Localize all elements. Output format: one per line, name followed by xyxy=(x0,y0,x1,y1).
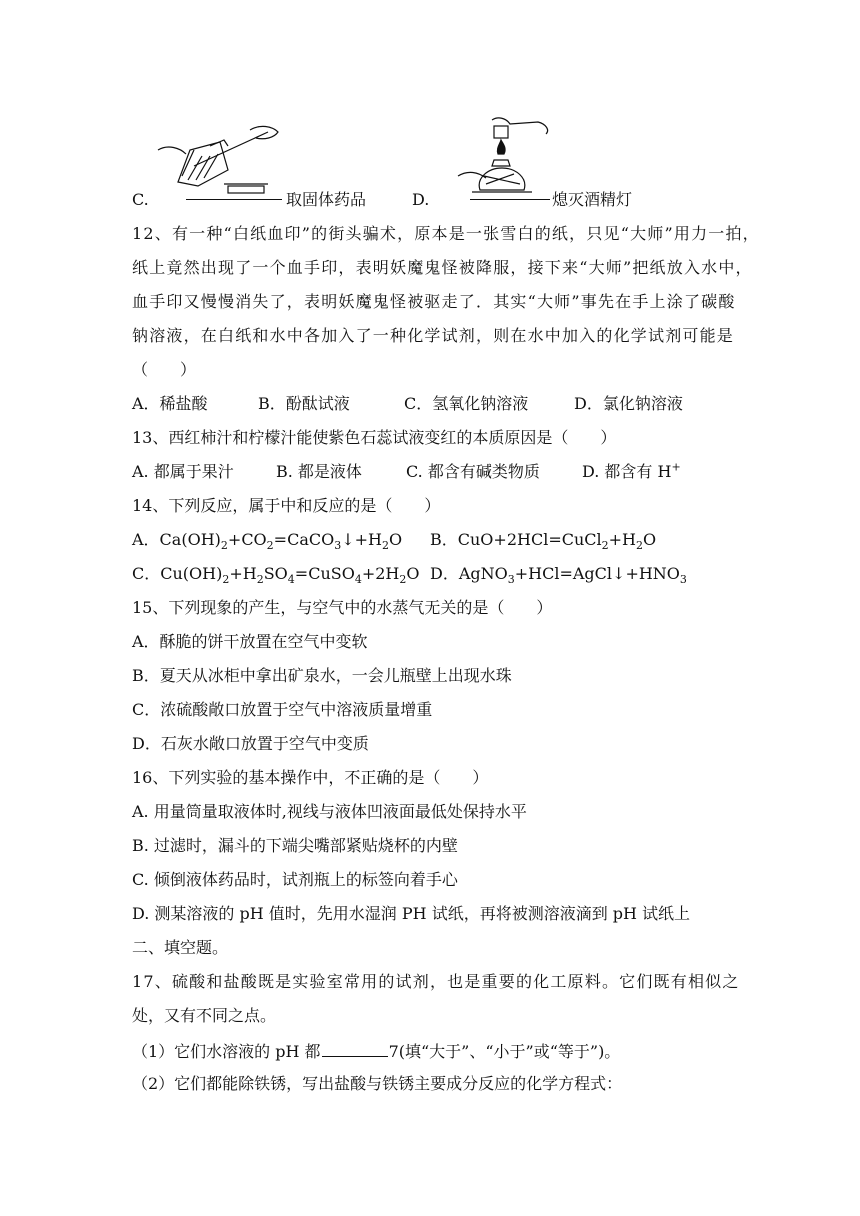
option-d-letter: D. xyxy=(412,190,430,209)
q12-option-b: B．酚酞试液 xyxy=(258,394,350,413)
q17-s1-answer-blank[interactable] xyxy=(322,1040,388,1057)
q17-line-1: 17、硫酸和盐酸既是实验室常用的试剂，也是重要的化工原料。它们既有相似之 xyxy=(132,972,740,991)
q12-option-a: A．稀盐酸 xyxy=(132,394,208,413)
q13-option-a: A. 都属于果汁 xyxy=(132,462,234,481)
q12-answer-bracket: （ ） xyxy=(132,360,197,379)
q16-option-c: C. 倾倒液体药品时，试剂瓶上的标签向着手心 xyxy=(132,870,458,889)
solid-reagent-figure xyxy=(150,120,290,200)
q15-option-c: C．浓硫酸敞口放置于空气中溶液质量增重 xyxy=(132,700,433,719)
q15-stem: 15、下列现象的产生，与空气中的水蒸气无关的是（ ） xyxy=(132,598,553,617)
q17-line-2: 处，又有不同之点。 xyxy=(132,1006,277,1025)
q12-line-1: 12、有一种“白纸血印”的街头骗术，原本是一张雪白的纸，只见“大师”用力一拍， xyxy=(132,224,760,243)
q15-option-a: A．酥脆的饼干放置在空气中变软 xyxy=(132,632,368,651)
q13-stem: 13、西红柿汁和柠檬汁能使紫色石蕊试液变红的本质原因是（ ） xyxy=(132,428,617,447)
q17-s1-suffix: 7(填“大于”、“小于”或“等于”)。 xyxy=(388,1042,621,1061)
q13-option-d xyxy=(582,462,681,482)
q14-stem: 14、下列反应，属于中和反应的是（ ） xyxy=(132,496,441,515)
q17-subquestion-1 xyxy=(132,1040,620,1062)
alcohol-lamp-figure xyxy=(452,114,562,200)
q14-option-a: A．$Ca(OH)_2+CO_2=CaCO_3↓+H_2O$ xyxy=(132,530,403,553)
figure-d-baseline xyxy=(470,199,550,200)
q17-s1-prefix: （1）它们水溶液的 pH 都 xyxy=(132,1042,321,1061)
q12-line-2: 纸上竟然出现了一个血手印，表明妖魔鬼怪被降服，接下来“大师”把纸放入水中， xyxy=(132,258,753,277)
q14-option-b: B．$CuO+2HCl=CuCl_2+H_2O$ xyxy=(430,530,657,553)
option-c-letter: C. xyxy=(132,190,149,209)
q13-option-d-text: D. 都含有 H xyxy=(582,462,672,481)
q13-option-d-superscript: + xyxy=(671,460,681,474)
q12-option-c: C．氢氧化钠溶液 xyxy=(404,394,529,413)
section-2-heading: 二、填空题。 xyxy=(132,938,229,957)
q16-stem: 16、下列实验的基本操作中，不正确的是（ ） xyxy=(132,768,489,787)
q16-option-d: D. 测某溶液的 pH 值时，先用水湿润 PH 试纸，再将被测溶液滴到 pH 试纸上 xyxy=(132,904,691,923)
figure-c-baseline xyxy=(186,199,282,200)
q17-subquestion-2: （2）它们都能除铁锈，写出盐酸与铁锈主要成分反应的化学方程式： xyxy=(132,1074,623,1093)
q16-option-b: B. 过滤时，漏斗的下端尖嘴部紧贴烧杯的内壁 xyxy=(132,836,458,855)
q13-option-c: C. 都含有碱类物质 xyxy=(406,462,540,481)
figure-d-caption: 熄灭酒精灯 xyxy=(552,190,633,209)
q15-option-d: D．石灰水敞口放置于空气中变质 xyxy=(132,734,369,753)
q12-option-d: D．氯化钠溶液 xyxy=(574,394,683,413)
q12-line-4: 钠溶液，在白纸和水中各加入了一种化学试剂，则在水中加入的化学试剂可能是 xyxy=(132,326,735,345)
q13-option-b: B. 都是液体 xyxy=(276,462,362,481)
q14-option-c: C．$Cu(OH)_2+H_2SO_4=CuSO_4+2H_2O$ xyxy=(132,564,420,587)
q15-option-b: B．夏天从冰柜中拿出矿泉水，一会儿瓶壁上出现水珠 xyxy=(132,666,512,685)
q14-option-d: D．$AgNO_3+HCl=AgCl↓+HNO_3$ xyxy=(430,564,687,587)
q12-line-3: 血手印又慢慢消失了，表明妖魔鬼怪被驱走了．其实“大师”事先在手上涂了碳酸 xyxy=(132,292,736,311)
figure-c-caption: 取固体药品 xyxy=(286,190,367,209)
q16-option-a: A. 用量筒量取液体时,视线与液体凹液面最低处保持水平 xyxy=(132,802,527,821)
